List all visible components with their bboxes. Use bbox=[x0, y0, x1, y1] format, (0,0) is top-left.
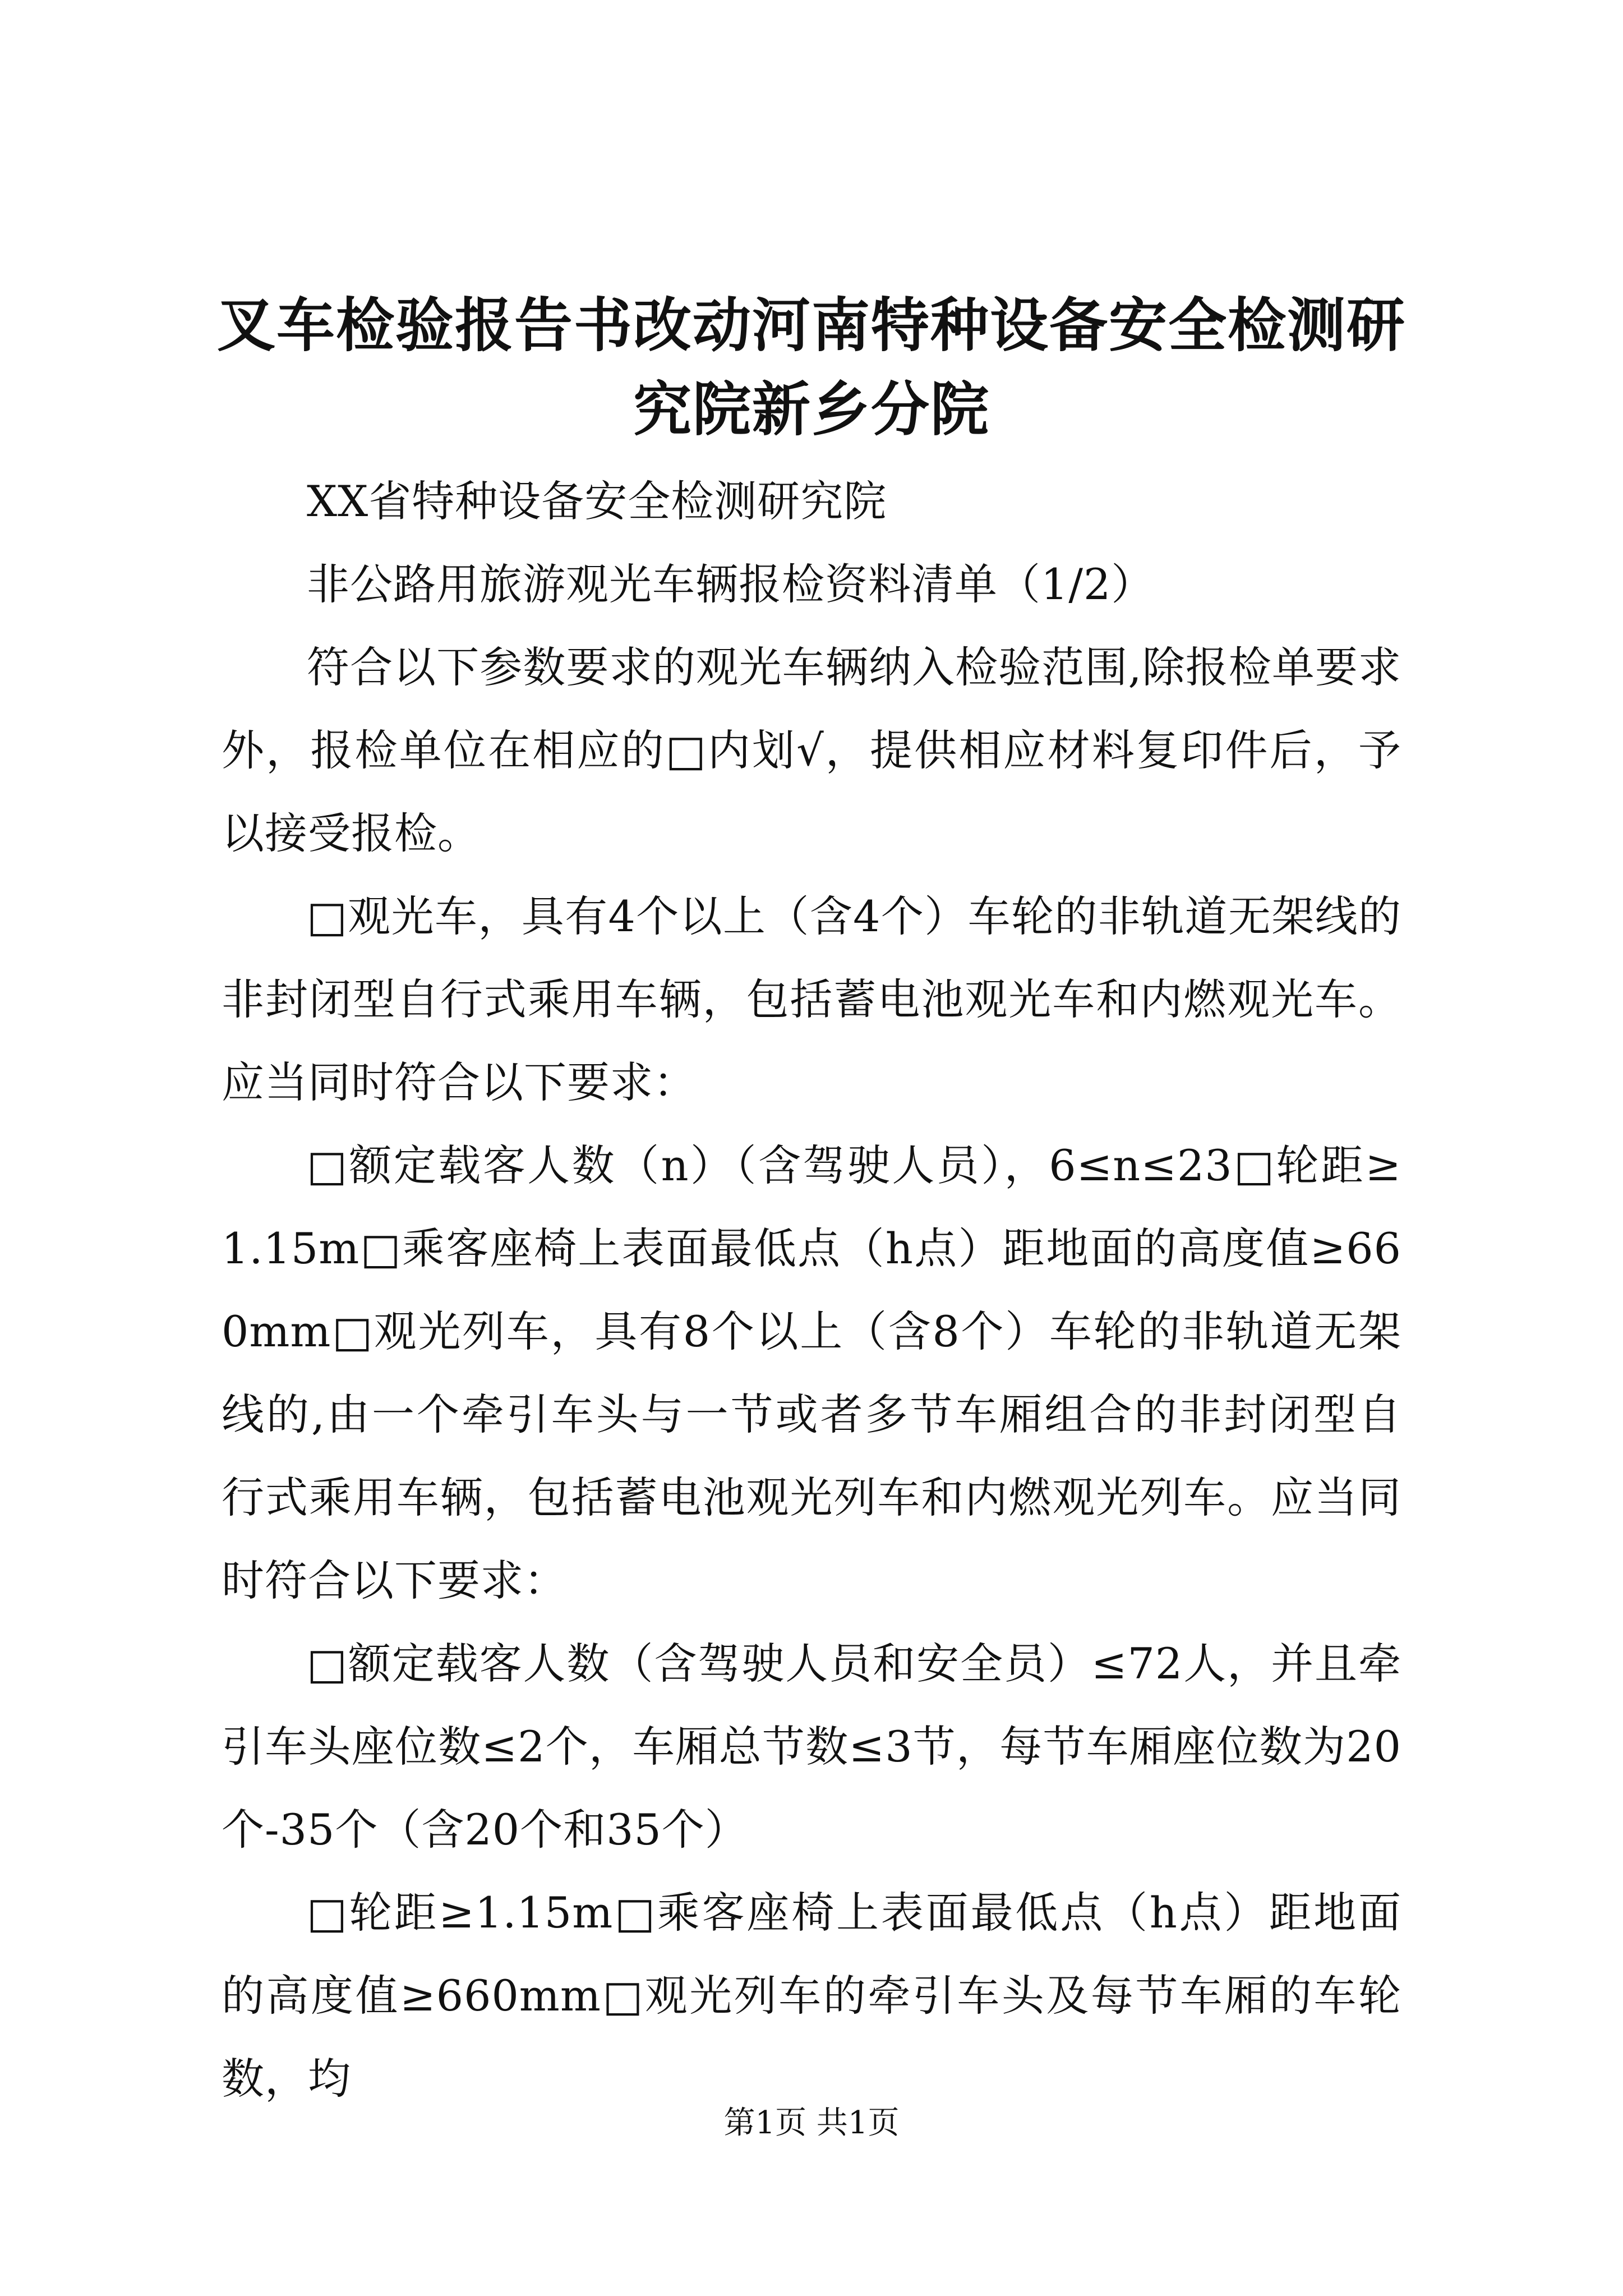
paragraph-checklist-title: 非公路用旅游观光车辆报检资料清单（1/2） bbox=[307, 559, 1155, 609]
paragraph-intro: 符合以下参数要求的观光车辆纳入检验范围,除报检单要求外，报检单位在相应的□内划√，提供相应材料复印件后，予以接受报检。 bbox=[222, 642, 1401, 858]
document-title: 叉车检验报告书改动河南特种设备安全检测研究院新乡分院 bbox=[216, 291, 1406, 444]
document-body bbox=[222, 460, 1401, 2120]
paragraph-wheelbase: □轮距≥1.15m□乘客座椅上表面最低点（h点）距地面的高度值≥660mm□观光列车的牵引车头及每节车厢的车轮数，均 bbox=[222, 1888, 1401, 2104]
paragraph-institute: XX省特种设备安全检测研究院 bbox=[307, 476, 887, 526]
paragraph-car-requirements: □额定载客人数（n）（含驾驶人员），6≤n≤23□轮距≥1.15m□乘客座椅上表面最低点（h点）距地面的高度值≥660mm□观光列车，具有8个以上（含8个）车轮的非轨道无架线的,由一个牵引车头与一节或者多节车厢组合的非封闭型自行式乘用车辆，包括蓄电池观光列车和内燃观光列车。应当同时符合以下要求： bbox=[222, 1140, 1401, 1605]
paragraph-train-requirements: □额定载客人数（含驾驶人员和安全员）≤72人，并且牵引车头座位数≤2个，车厢总节数≤3节，每节车厢座位数为20个-35个（含20个和35个） bbox=[222, 1639, 1401, 1855]
page-footer: 第1页 共1页 bbox=[723, 2105, 900, 2141]
paragraph-sightseeing-car: □观光车，具有4个以上（含4个）车轮的非轨道无架线的非封闭型自行式乘用车辆，包括蓄电池观光车和内燃观光车。应当同时符合以下要求： bbox=[222, 891, 1401, 1107]
